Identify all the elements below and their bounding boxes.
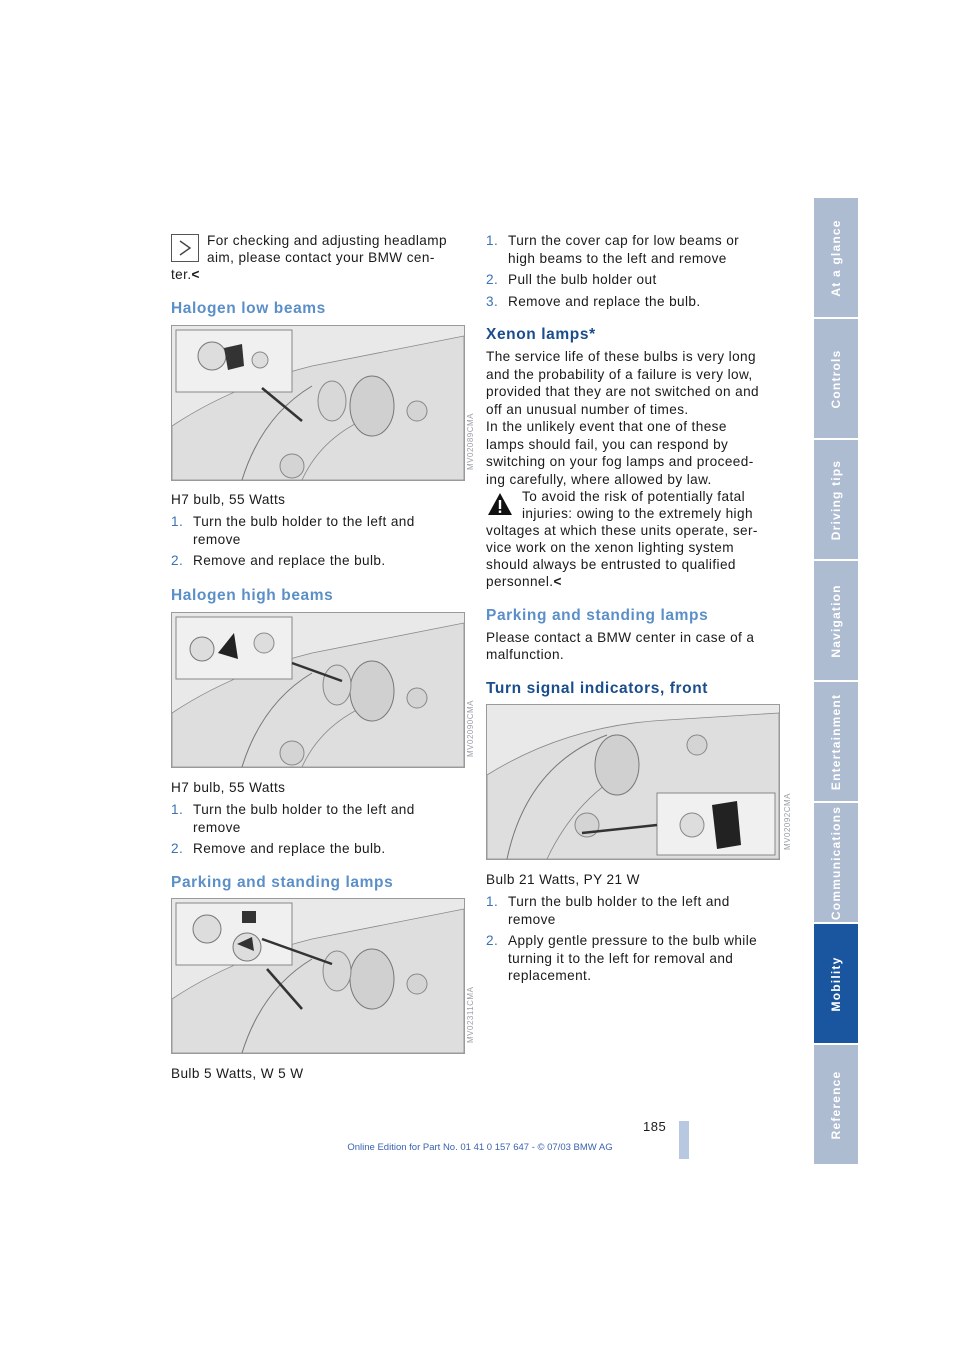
step-text — [193, 801, 415, 836]
warning-line-5: should always be entrusted to qualified — [486, 557, 736, 572]
page-number-bar — [679, 1121, 689, 1159]
step-text — [193, 513, 415, 548]
heading-high-beams: Halogen high beams — [171, 587, 334, 604]
step-line: high beams to the left and remove — [508, 250, 727, 266]
heading-parking-lamps: Parking and standing lamps — [171, 874, 394, 891]
high-beams-step-2 — [171, 840, 471, 858]
tab-communications[interactable] — [814, 803, 858, 922]
low-beams-image — [171, 325, 465, 481]
step-number: 2. — [486, 933, 499, 948]
step-line: replacement. — [508, 968, 592, 983]
step-text: Pull the bulb holder out — [508, 272, 657, 287]
tab-mobility[interactable] — [814, 924, 858, 1043]
heading-parking-lamps-2: Parking and standing lamps — [486, 607, 709, 624]
tab-label: Entertainment — [829, 693, 843, 790]
step-line: Turn the bulb holder to the left and — [193, 514, 415, 529]
step-line: Turn the bulb holder to the left and — [193, 802, 415, 817]
warning-line-4: vice work on the xenon lighting system — [486, 540, 734, 555]
tab-label: Reference — [829, 1070, 843, 1139]
xenon-line: In the unlikely event that one of these — [486, 419, 727, 434]
tab-driving-tips[interactable] — [814, 440, 858, 559]
high-beams-image — [171, 612, 465, 768]
warning-line-6 — [486, 573, 562, 591]
note-icon — [171, 234, 199, 262]
step-line: remove — [193, 819, 241, 835]
tab-label: Controls — [829, 349, 843, 408]
xenon-line: ing carefully, where allowed by law. — [486, 471, 712, 487]
warning-icon — [486, 490, 514, 518]
note-line-3-text: ter. — [171, 267, 192, 282]
turn-step-2 — [486, 932, 796, 986]
step-line: remove — [508, 911, 556, 927]
step-text: Remove and replace the bulb. — [193, 553, 386, 568]
parking-lamps-image — [171, 898, 465, 1054]
tab-label: Mobility — [829, 956, 843, 1011]
step-line: Apply gentle pressure to the bulb while — [508, 933, 758, 948]
heading-xenon: Xenon lamps* — [486, 326, 596, 343]
xenon-para — [486, 348, 796, 488]
parking2-line-1: Please contact a BMW center in case of a — [486, 630, 755, 645]
chapter-tabs — [814, 198, 858, 1166]
parking-lamps-spec: Bulb 5 Watts, W 5 W — [171, 1066, 304, 1081]
step-number: 2. — [171, 841, 184, 856]
note-line-1: For checking and adjusting headlamp — [207, 233, 447, 248]
end-mark: < — [553, 574, 562, 589]
tab-controls[interactable] — [814, 319, 858, 438]
heading-turn-signals: Turn signal indicators, front — [486, 680, 709, 697]
heading-low-beams: Halogen low beams — [171, 300, 326, 317]
step-text: Remove and replace the bulb. — [193, 841, 386, 856]
tab-label: Navigation — [829, 583, 843, 658]
tab-entertainment[interactable] — [814, 682, 858, 801]
turn-step-1 — [486, 893, 796, 929]
step-number: 1. — [171, 514, 184, 529]
xenon-line: lamps should fail, you can respond by — [486, 436, 729, 452]
step-text: Remove and replace the bulb. — [508, 294, 701, 309]
step-number: 2. — [486, 272, 499, 287]
step-line: turning it to the left for removal and — [508, 950, 734, 966]
xenon-line: and the probability of a failure is very low, — [486, 366, 753, 382]
tab-at-a-glance[interactable] — [814, 198, 858, 317]
xenon-line: off an unusual number of times. — [486, 401, 689, 417]
step-text — [508, 932, 757, 985]
high-beams-step-1 — [171, 801, 471, 837]
tab-navigation[interactable] — [814, 561, 858, 680]
xenon-line: provided that they are not switched on and — [486, 384, 759, 399]
page-number: 185 — [643, 1119, 667, 1134]
low-beams-image-code: MV02089CMA — [466, 412, 475, 470]
parking-lamps-image-code: MV02311CMA — [466, 986, 475, 1043]
low-beams-spec: H7 bulb, 55 Watts — [171, 492, 286, 507]
step-number: 1. — [171, 802, 184, 817]
tab-label: Driving tips — [829, 459, 843, 540]
step-number: 2. — [171, 553, 184, 568]
cap-step-2 — [486, 271, 786, 289]
low-beams-step-1 — [171, 513, 471, 549]
tab-label: Communications — [829, 805, 843, 920]
turn-signals-image — [486, 704, 780, 860]
tab-label: At a glance — [829, 218, 843, 297]
warning-line-1: To avoid the risk of potentially fatal — [522, 489, 745, 504]
step-number: 1. — [486, 233, 499, 248]
cap-step-3 — [486, 293, 786, 311]
turn-signals-spec: Bulb 21 Watts, PY 21 W — [486, 872, 640, 887]
warning-line-6-text: personnel. — [486, 574, 554, 589]
note-line-3 — [171, 266, 200, 284]
low-beams-step-2 — [171, 552, 471, 570]
end-mark: < — [191, 267, 200, 282]
cap-step-1 — [486, 232, 786, 268]
step-text — [508, 232, 739, 267]
xenon-line: switching on your fog lamps and proceed- — [486, 454, 754, 469]
step-number: 1. — [486, 894, 499, 909]
turn-signals-image-code: MV02092CMA — [783, 792, 792, 850]
step-line: remove — [193, 531, 241, 547]
step-line: Turn the cover cap for low beams or — [508, 233, 740, 248]
step-number: 3. — [486, 294, 499, 309]
warning-line-3: voltages at which these units operate, ser- — [486, 523, 758, 538]
note-line-2: aim, please contact your BMW cen- — [207, 250, 435, 265]
step-text — [508, 893, 730, 928]
step-line: Turn the bulb holder to the left and — [508, 894, 730, 909]
warning-line-2: injuries: owing to the extremely high — [522, 506, 753, 521]
parking2-line-2: malfunction. — [486, 647, 565, 662]
footer-text: Online Edition for Part No. 01 41 0 157 647 - © 07/03 BMW AG — [347, 1142, 613, 1153]
xenon-line: The service life of these bulbs is very long — [486, 349, 756, 364]
high-beams-image-code: MV02090CMA — [466, 699, 475, 757]
high-beams-spec: H7 bulb, 55 Watts — [171, 780, 286, 795]
